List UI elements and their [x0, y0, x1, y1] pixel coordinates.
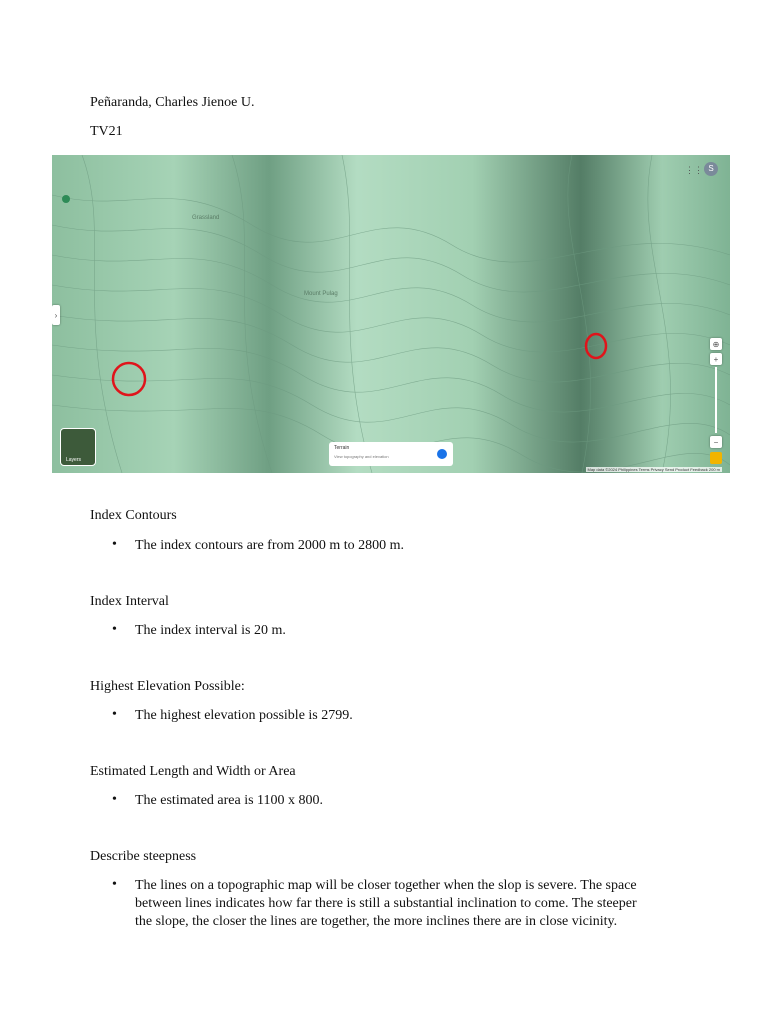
terrain-title: Terrain — [334, 445, 350, 451]
section-code: TV21 — [90, 124, 123, 139]
terrain-subtitle: View topography and elevation — [334, 454, 389, 459]
avatar[interactable]: S — [704, 162, 718, 176]
side-expand-button[interactable]: › — [52, 305, 60, 325]
marker-overlay — [52, 155, 730, 473]
section-heading: Index Contours — [90, 508, 177, 523]
my-location-button[interactable]: ⊕ — [710, 338, 722, 350]
section-bullet-text: The index interval is 20 m. — [135, 623, 286, 638]
layers-label: Layers — [66, 457, 82, 463]
location-icon — [62, 195, 70, 203]
zoom-in-button[interactable]: + — [710, 353, 722, 365]
section-heading: Index Interval — [90, 594, 169, 609]
terrain-toggle-switch[interactable] — [437, 449, 447, 459]
map-label-peak: Mount Pulag — [304, 291, 338, 297]
bullet-marker: • — [112, 622, 117, 637]
terrain-toggle-card[interactable] — [329, 442, 453, 466]
red-circle-marker-left — [113, 363, 145, 395]
bullet-marker: • — [112, 707, 117, 722]
topographic-map[interactable] — [52, 155, 730, 473]
section-heading: Describe steepness — [90, 849, 197, 864]
author-name: Peñaranda, Charles Jienoe U. — [90, 95, 255, 110]
section-bullet-text: The index contours are from 2000 m to 2800 m. — [135, 538, 405, 553]
zoom-out-button[interactable]: − — [710, 436, 722, 448]
bullet-marker: • — [112, 877, 117, 892]
section-bullet-text: The lines on a topographic map will be closer together when the slop is severe. The space between lines indicates how far there is still a substantial inclination to come. The steeper the slope, the closer the lines are together, the more inclines there are in close vicinity. — [135, 878, 637, 929]
layers-button[interactable] — [60, 428, 96, 466]
apps-grid-icon[interactable]: ⋮⋮ — [685, 165, 703, 175]
map-label-grassland: Grassland — [192, 215, 220, 221]
section-heading: Estimated Length and Width or Area — [90, 764, 296, 779]
map-footer: Map data ©2024 Philippines Terms Privacy Send Product Feedback 200 m — [587, 467, 720, 472]
red-circle-marker-right — [586, 334, 606, 358]
pegman-icon[interactable] — [710, 452, 722, 464]
bullet-marker: • — [112, 792, 117, 807]
section-heading: Highest Elevation Possible: — [90, 679, 245, 694]
section-bullet-text: The estimated area is 1100 x 800. — [135, 793, 324, 808]
section-bullet-text: The highest elevation possible is 2799. — [135, 708, 353, 723]
bullet-marker: • — [112, 537, 117, 552]
zoom-slider[interactable] — [715, 367, 717, 433]
